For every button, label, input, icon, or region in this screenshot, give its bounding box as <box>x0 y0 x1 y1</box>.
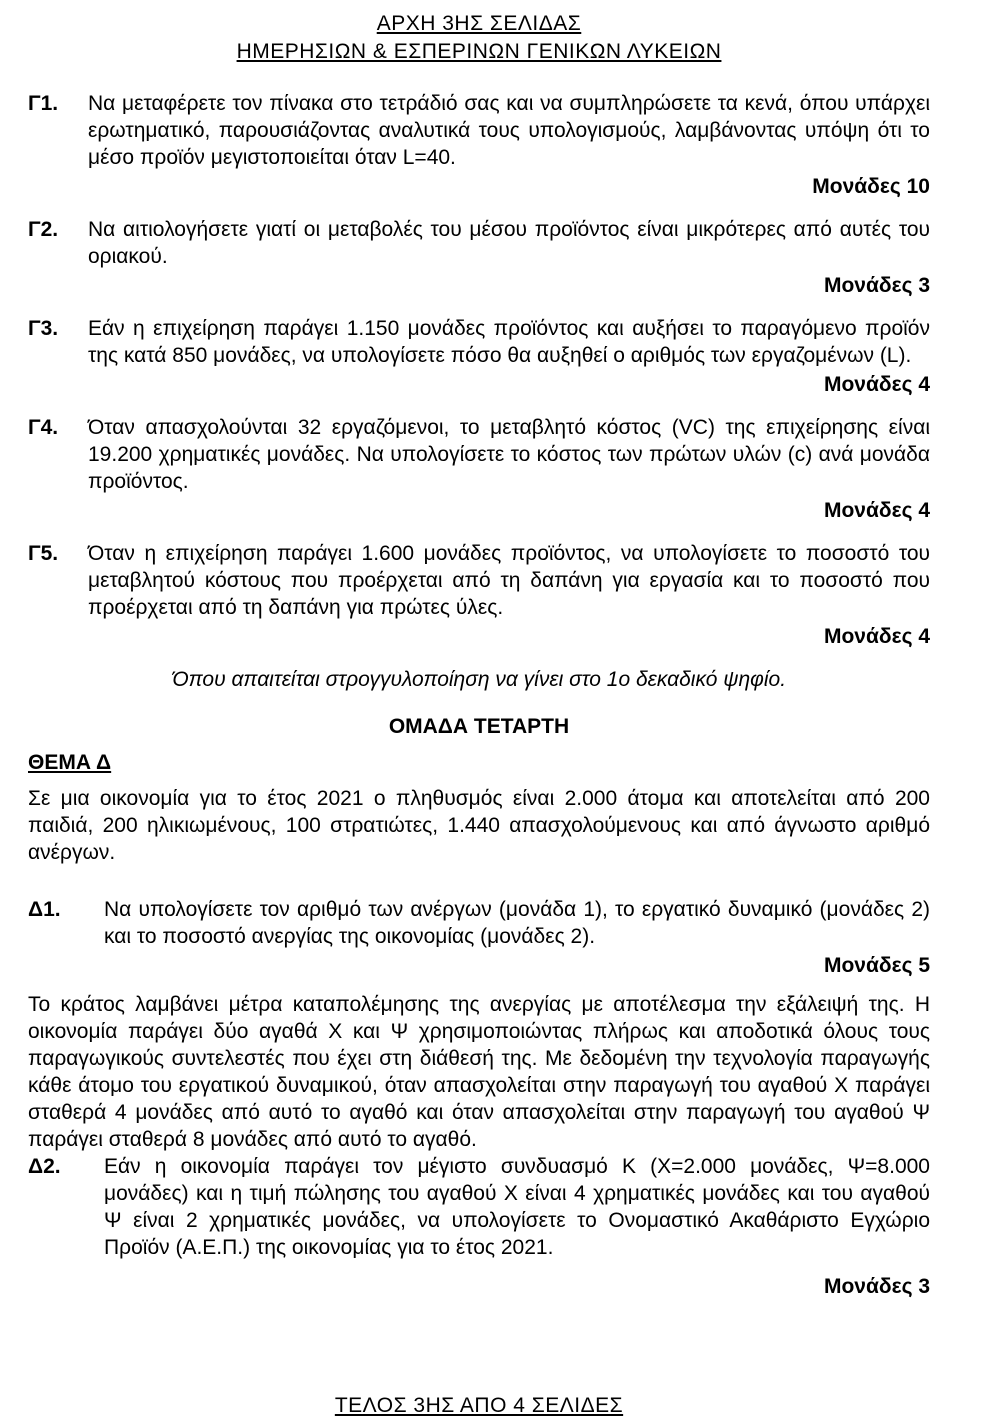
question-g3-label: Γ3. <box>28 317 59 340</box>
section-title: ΟΜΑΔΑ ΤΕΤΑΡΤΗ <box>388 715 570 738</box>
page-header <box>28 10 930 66</box>
question-g4-label: Γ4. <box>28 416 59 439</box>
page-header-line2: ΗΜΕΡΗΣΙΩΝ & ΕΣΠΕΡΙΝΩΝ ΓΕΝΙΚΩΝ ΛΥΚΕΙΩΝ <box>236 40 722 63</box>
theme-delta-title-row <box>28 740 930 776</box>
question-g2-text: Να αιτιολογήσετε γιατί οι μεταβολές του μέσου προϊόντος είναι μικρότερες από αυτές του οριακού. <box>88 218 930 268</box>
question-d1-text: Να υπολογίσετε τον αριθμό των ανέργων (μονάδα 1), το εργατικό δυναμικό (μονάδες 2) και το ποσοστό ανεργίας της οικονομίας (μονάδες 2). <box>104 898 930 948</box>
question-d2-points: Μονάδες 3 <box>823 1275 930 1298</box>
page-header-line1: ΑΡΧΗ 3ΗΣ ΣΕΛΙΔΑΣ <box>376 12 582 35</box>
question-g5 <box>28 540 930 621</box>
question-g2-label: Γ2. <box>28 218 59 241</box>
question-g3 <box>28 315 930 369</box>
question-g2 <box>28 216 930 270</box>
question-d2 <box>28 1153 930 1261</box>
question-d1 <box>28 896 930 950</box>
question-g5-points: Μονάδες 4 <box>823 625 930 648</box>
question-d2-label: Δ2. <box>28 1155 61 1178</box>
question-g1 <box>28 90 930 171</box>
question-g5-label: Γ5. <box>28 542 59 565</box>
page-footer <box>28 1392 930 1421</box>
theme-delta-title: ΘΕΜΑ Δ <box>28 751 112 774</box>
page-footer-text: ΤΕΛΟΣ 3ΗΣ ΑΠΟ 4 ΣΕΛΙΔΕΣ <box>334 1394 624 1417</box>
question-d1-label: Δ1. <box>28 898 61 921</box>
rounding-note: Όπου απαιτείται στρογγυλοποίηση να γίνει στο 1ο δεκαδικό ψηφίο. <box>171 668 787 691</box>
question-g4-points: Μονάδες 4 <box>823 499 930 522</box>
theme-delta-body: Το κράτος λαμβάνει μέτρα καταπολέμησης της ανεργίας με αποτέλεσμα την εξάλειψή της. Η οικονομία παράγει δύο αγαθά Χ και Ψ χρησιμοποιώντας πλήρως και αποδοτικά όλους τους παραγωγικούς συντελεστές που έχει στη διάθεσή της. Με δεδομένη την τεχνολογία παραγωγής κάθε άτομο του εργατικού δυναμικού, όταν απασχολείται στην παραγωγή του αγαθού Χ παράγει σταθερά 4 μονάδες από αυτό το αγαθό και όταν απασχολείται στην παραγωγή του αγαθού Ψ παράγει σταθερά 8 μονάδες από αυτό το αγαθό. <box>28 993 930 1151</box>
theme-delta <box>28 740 930 1300</box>
question-g1-text: Να μεταφέρετε τον πίνακα στο τετράδιό σας και να συμπληρώσετε τα κενά, όπου υπάρχει ερωτηματικό, παρουσιάζοντας αναλυτικά τους υπολογισμούς, λαμβάνοντας υπόψη ότι το μέσο προϊόν μεγιστοποιείται όταν L=40. <box>88 92 930 169</box>
question-g3-text: Εάν η επιχείρηση παράγει 1.150 μονάδες προϊόντος και αυξήσει το παραγόμενο προϊόν της κατά 850 μονάδες, να υπολογίσετε πόσο θα αυξηθεί ο αριθμός των εργαζομένων (L). <box>88 317 930 367</box>
question-g5-text: Όταν η επιχείρηση παράγει 1.600 μονάδες προϊόντος, να υπολογίσετε το ποσοστό του μεταβλητού κόστους που προέρχεται από τη δαπάνη για εργασία και το ποσοστό που προέρχεται από τη δαπάνη για πρώτες ύλες. <box>88 542 930 619</box>
question-g3-points: Μονάδες 4 <box>823 373 930 396</box>
question-g1-points: Μονάδες 10 <box>812 175 930 198</box>
question-d1-points: Μονάδες 5 <box>823 954 930 977</box>
question-g2-points: Μονάδες 3 <box>823 274 930 297</box>
theme-delta-intro: Σε μια οικονομία για το έτος 2021 ο πληθυσμός είναι 2.000 άτομα και αποτελείται από 200 παιδιά, 200 ηλικιωμένους, 100 στρατιώτες, 1.440 απασχολούμενους και από άγνωστο αριθμό ανέργων. <box>28 787 930 864</box>
question-d2-text: Εάν η οικονομία παράγει τον μέγιστο συνδυασμό Κ (Χ=2.000 μονάδες, Ψ=8.000 μονάδες) και η τιμή πώλησης του αγαθού Χ είναι 4 χρηματικές μονάδες και του αγαθού Ψ είναι 2 χρηματικές μονάδες, να υπολογίσετε το Ονομαστικό Ακαθάριστο Εγχώριο Προϊόν (Α.Ε.Π.) της οικονομίας για το έτος 2021. <box>104 1155 930 1259</box>
question-g4-text: Όταν απασχολούνται 32 εργαζόμενοι, το μεταβλητό κόστος (VC) της επιχείρησης είναι 19.200 χρηματικές μονάδες. Να υπολογίσετε το κόστος των πρώτων υλών (c) ανά μονάδα προϊόντος. <box>88 416 930 493</box>
question-g4 <box>28 414 930 495</box>
question-g1-label: Γ1. <box>28 92 59 115</box>
